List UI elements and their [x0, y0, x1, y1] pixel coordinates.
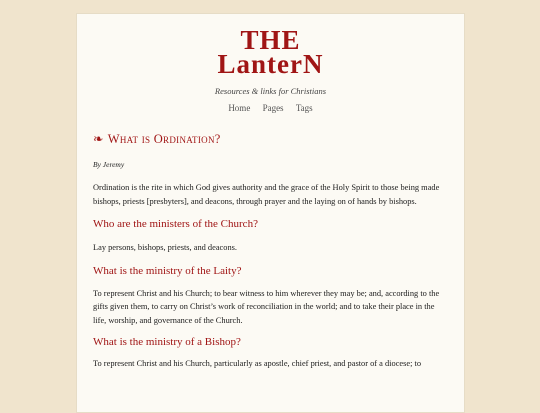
nav-tags-link[interactable]: Tags — [295, 103, 313, 113]
section-body-ministers: Lay persons, bishops, priests, and deacons. — [93, 243, 237, 252]
nav-home-link[interactable]: Home — [228, 103, 251, 113]
masthead — [77, 14, 464, 113]
post-title[interactable] — [93, 131, 448, 147]
page-card — [76, 13, 465, 413]
post-title-text: What is Ordination? — [107, 132, 221, 146]
intro-paragraph: Ordination is the rite in which God gives authority and the grace of the Holy Spirit to those being made bishops, priests [presbyters], and deacons, through prayer and the laying on of hands by bishops. — [93, 183, 440, 206]
section-heading-ministers: Who are the ministers of the Church? — [93, 218, 258, 230]
main-nav — [77, 103, 464, 113]
section-heading-bishop: What is the ministry of a Bishop? — [93, 336, 241, 348]
section-heading-laity: What is the ministry of the Laity? — [93, 264, 242, 277]
nav-pages-link[interactable]: Pages — [262, 103, 284, 113]
section-body-bishop: To represent Christ and his Church, particularly as apostle, chief priest, and pastor of a diocese; to — [93, 359, 422, 368]
site-title-line-1: THE — [240, 25, 301, 55]
site-title[interactable] — [77, 14, 464, 79]
fleuron-icon: ❧ — [93, 132, 104, 146]
post-byline: By Jeremy — [93, 160, 125, 169]
post-content — [77, 131, 464, 371]
section-body-laity: To represent Christ and his Church; to bear witness to him wherever they may be; and, according to the gifts given them, to carry on Christ’s work of reconciliation in the world; and to take their place in the life, worship, and governance of the Church. — [93, 288, 440, 325]
site-title-line-2: LanterN — [217, 49, 324, 79]
site-tagline: Resources & links for Christians — [214, 86, 327, 96]
